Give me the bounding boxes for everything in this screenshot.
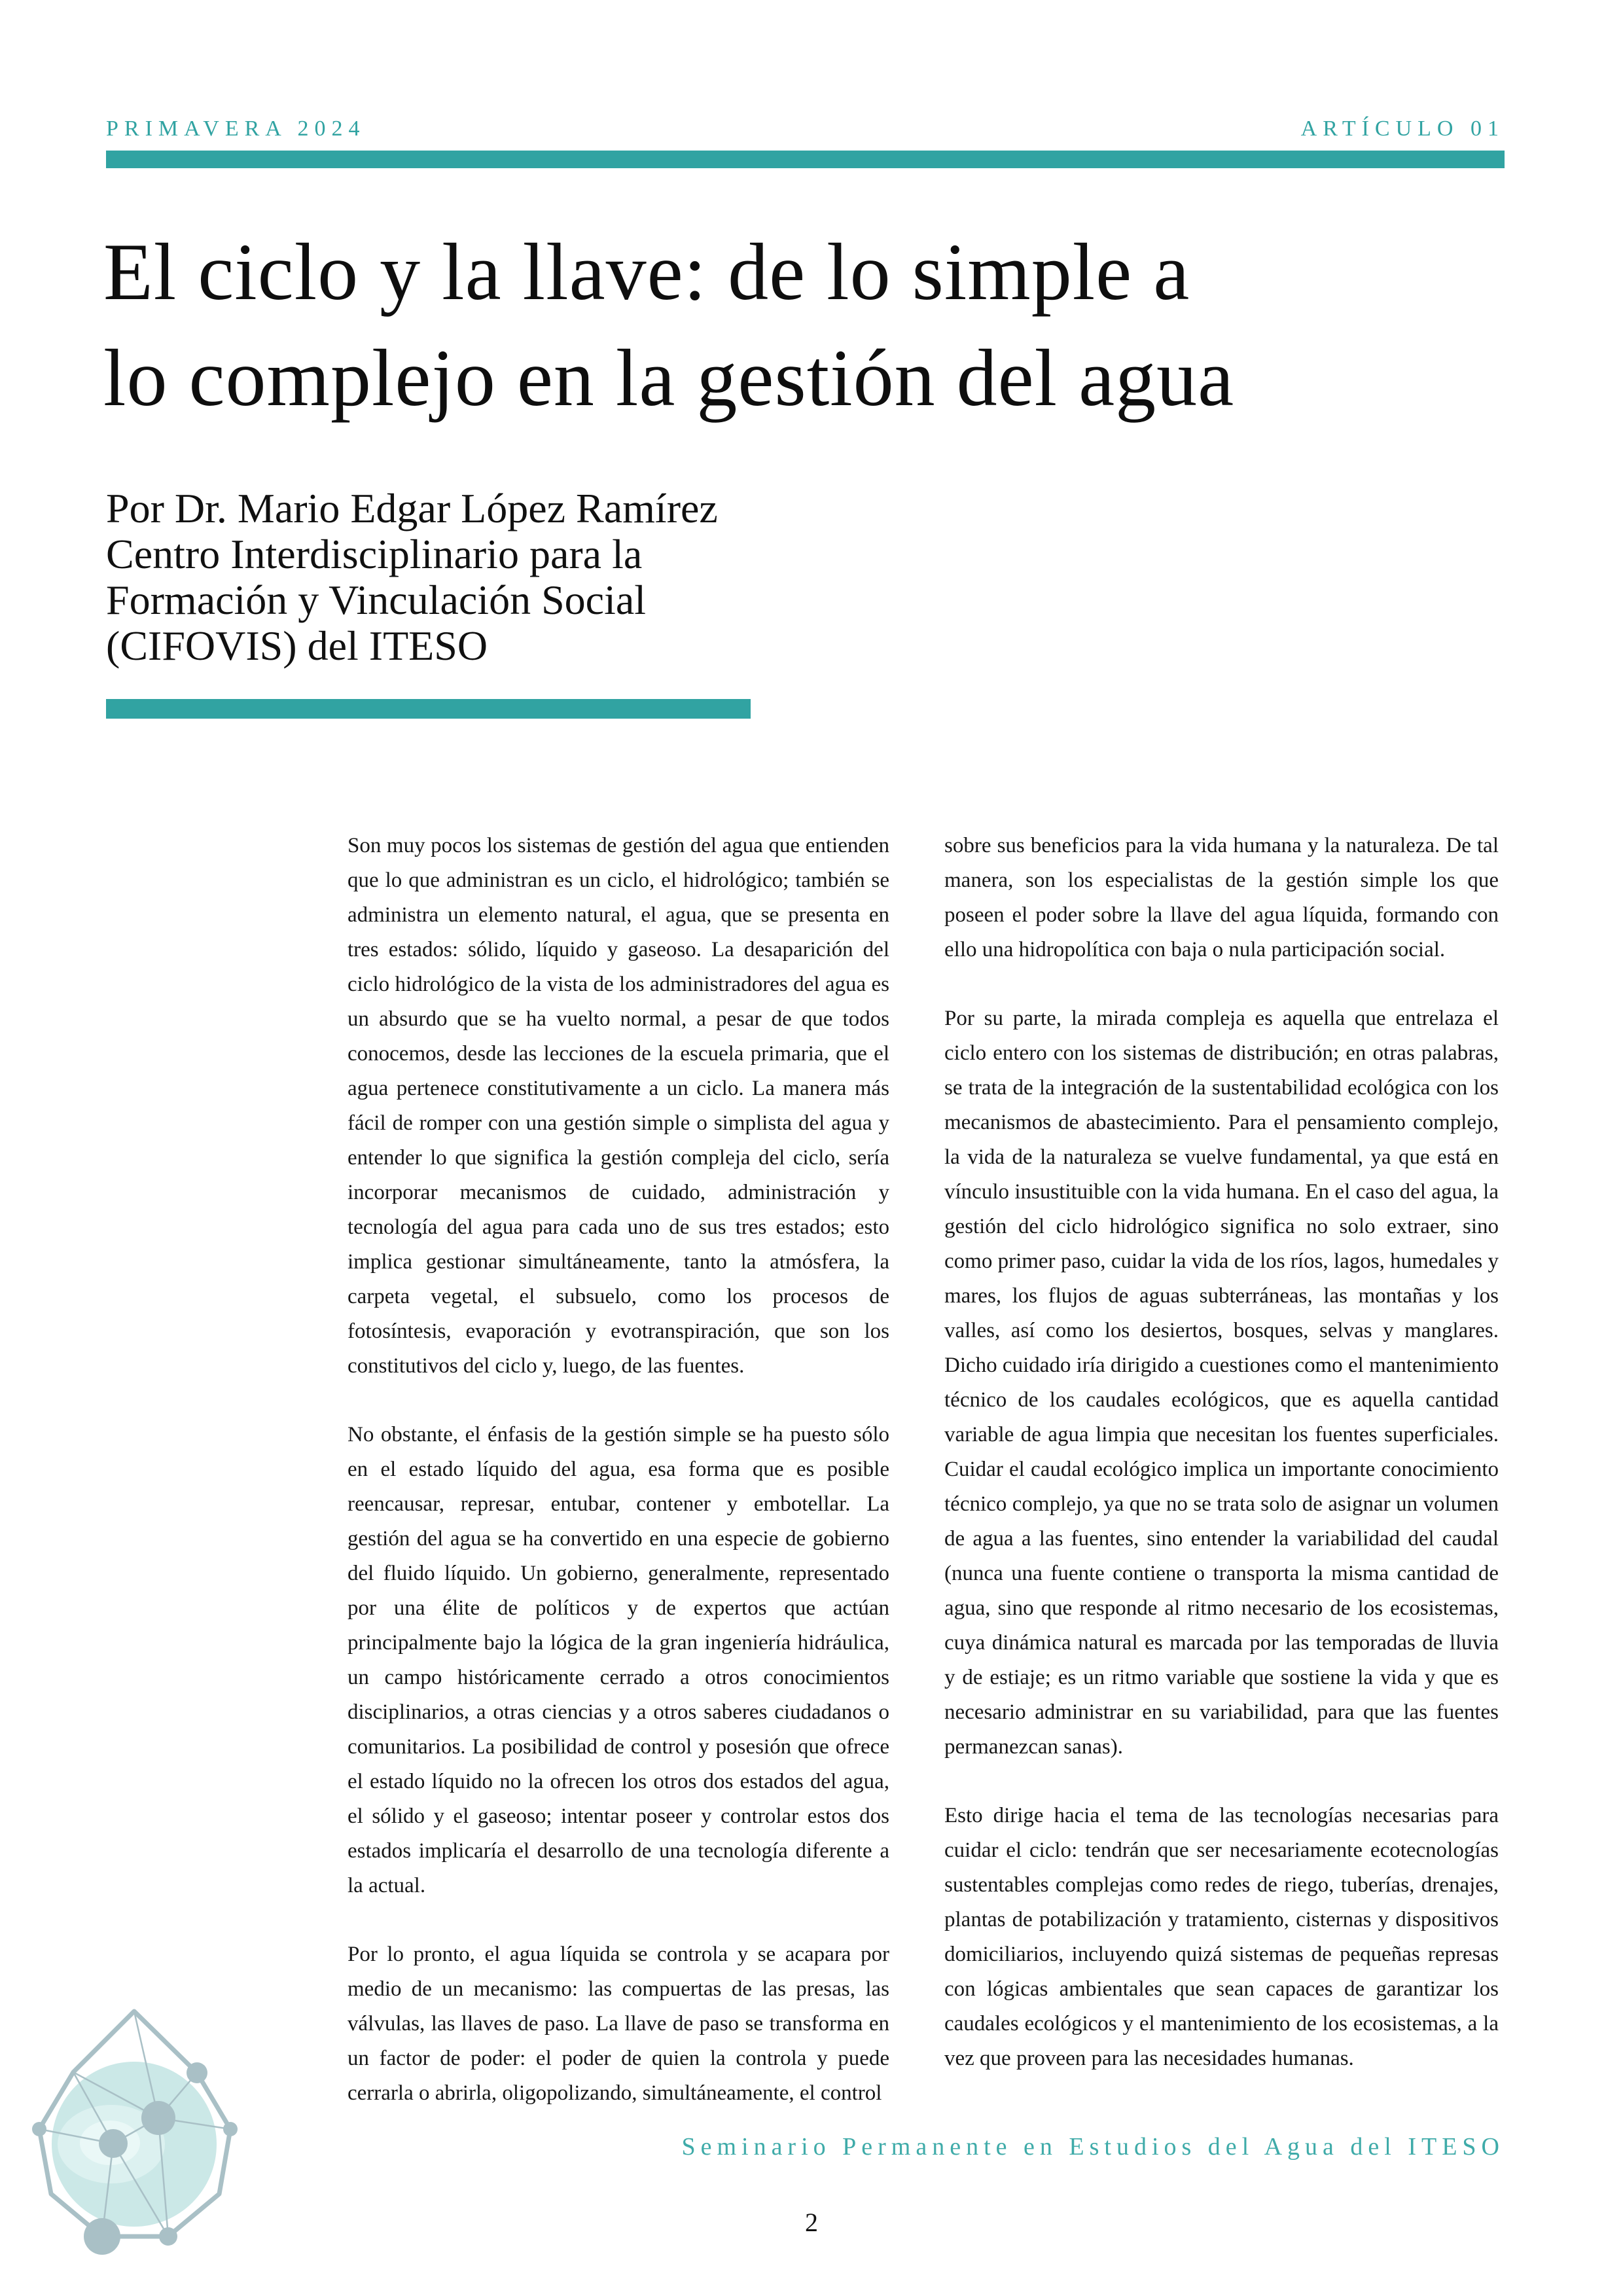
byline-accent-bar xyxy=(106,699,751,719)
body-paragraph: Por lo pronto, el agua líquida se controla y se acapara por medio de un mecanismo: las compuertas de las presas, las válvulas, las llaves de paso. La llave de paso se transforma en un factor de poder: el poder de quien la controla y puede cerrarla o abrirla, oligopolizando, simultáneamente, el control xyxy=(348,1943,889,2105)
body-paragraph: Son muy pocos los sistemas de gestión del agua que entienden que lo que administran es un ciclo, el hidrológico; también se administra un elemento natural, el agua, que se presenta en tres estados: sólido, líquido y gaseoso. La desaparición del ciclo hidrológico de la vista de los administradores del agua es un absurdo que se ha vuelto normal, a pesar de que todos conocemos, desde las lecciones de la escuela primaria, que el agua pertenece constitutivamente a un ciclo. La manera más fácil de romper con una gestión simple o simplista del agua y entender lo que significa la gestión compleja del ciclo, sería incorporar mecanismos de cuidado, administración y tecnología del agua para cada uno de sus tres estados; esto implica gestionar simultáneamente, tanto la atmósfera, la carpeta vegetal, el subsuelo, como los procesos de fotosíntesis, evaporación y evotranspiración, que son los constitutivos del ciclo y, luego, de las fuentes. xyxy=(348,834,889,1378)
article-title-line-2: lo complejo en la gestión del agua xyxy=(103,333,1235,423)
byline-author: Por Dr. Mario Edgar López Ramírez xyxy=(106,485,718,531)
header-season-label: PRIMAVERA 2024 xyxy=(106,117,366,141)
body-column-left xyxy=(348,829,889,2111)
byline-affiliation-line-2: Formación y Vinculación Social xyxy=(106,577,647,623)
page-header xyxy=(106,117,1505,141)
body-column-right xyxy=(944,829,1499,2076)
body-paragraph: No obstante, el énfasis de la gestión simple se ha puesto sólo en el estado líquido del agua, esa forma que es posible reencausar, represar, entubar, contener y embotellar. La gestión del agua se ha convertido en una especie de gobierno del fluido líquido. Un gobierno, generalmente, representado por una élite de políticos y de expertos que actúan principalmente bajo la lógica de la gran ingeniería hidráulica, un campo históricamente cerrado a otros conocimientos disciplinarios, a otras ciencias y a otros saberes ciudadanos o comunitarios. La posibilidad de control y posesión que ofrece el estado líquido no la ofrecen los otros dos estados del agua, el sólido y el gaseoso; intentar poseer y controlar estos dos estados implicaría el desarrollo de una tecnología diferente a la actual. xyxy=(348,1423,889,1897)
article-title xyxy=(103,219,1556,431)
top-accent-bar xyxy=(106,151,1505,168)
article-title-line-1: El ciclo y la llave: de lo simple a xyxy=(103,227,1190,317)
byline-affiliation-line-1: Centro Interdisciplinario para la xyxy=(106,531,643,577)
body-paragraph: Por su parte, la mirada compleja es aquella que entrelaza el ciclo entero con los sistemas de distribución; en otras palabras, se trata de la integración de la sustentabilidad ecológica con los mecanismos de abastecimiento. Para el pensamiento complejo, la vida de la naturaleza se vuelve fundamental, ya que está en vínculo insustituible con la vida humana. En el caso del agua, la gestión del ciclo hidrológico significa no solo extraer, sino como primer paso, cuidar la vida de los ríos, lagos, humedales y mares, los flujos de aguas subterráneas, las montañas y los valles, así como los desiertos, bosques, selvas y manglares. Dicho cuidado iría dirigido a cuestiones como el mantenimiento técnico de los caudales ecológicos, que es aquella cantidad variable de agua limpia que necesitan los fuentes superficiales. Cuidar el caudal ecológico implica un importante conocimiento técnico complejo, ya que no se trata solo de asignar un volumen de agua a las fuentes, sino entender la variabilidad del caudal (nunca una fuente contiene o transporta la misma cantidad de agua, sino que responde al ritmo necesario de los ecosistemas, cuya dinámica natural es marcada por las temporadas de lluvia y de estiaje; es un ritmo variable que sostiene la vida y que es necesario administrar en su variabilidad, para que las fuentes permanezcan sanas). xyxy=(944,1007,1499,1759)
byline-affiliation-line-3: (CIFOVIS) del ITESO xyxy=(106,622,488,669)
footer-series-title: Seminario Permanente en Estudios del Agua del ITESO xyxy=(681,2133,1505,2161)
body-paragraph: Esto dirige hacia el tema de las tecnologías necesarias para cuidar el ciclo: tendrán que ser necesariamente ecotecnologías sustentables complejas como redes de riego, tuberías, drenajes, plantas de potabilización y tratamiento, cisternas y dispositivos domiciliarios, incluyendo quizá sistemas de pequeñas represas con lógicas ambientales que sean capaces de garantizar los caudales ecológicos y el mantenimiento de los ecosistemas, a la vez que proveen para las necesidades humanas. xyxy=(944,1804,1499,2070)
header-article-number: ARTÍCULO 01 xyxy=(1300,117,1505,141)
page-number: 2 xyxy=(805,2208,818,2237)
byline xyxy=(106,486,1022,669)
body-paragraph: sobre sus beneficios para la vida humana y la naturaleza. De tal manera, son los especialistas de la gestión simple los que poseen el poder sobre la llave del agua líquida, formando con ello una hidropolítica con baja o nula participación social. xyxy=(944,834,1499,961)
